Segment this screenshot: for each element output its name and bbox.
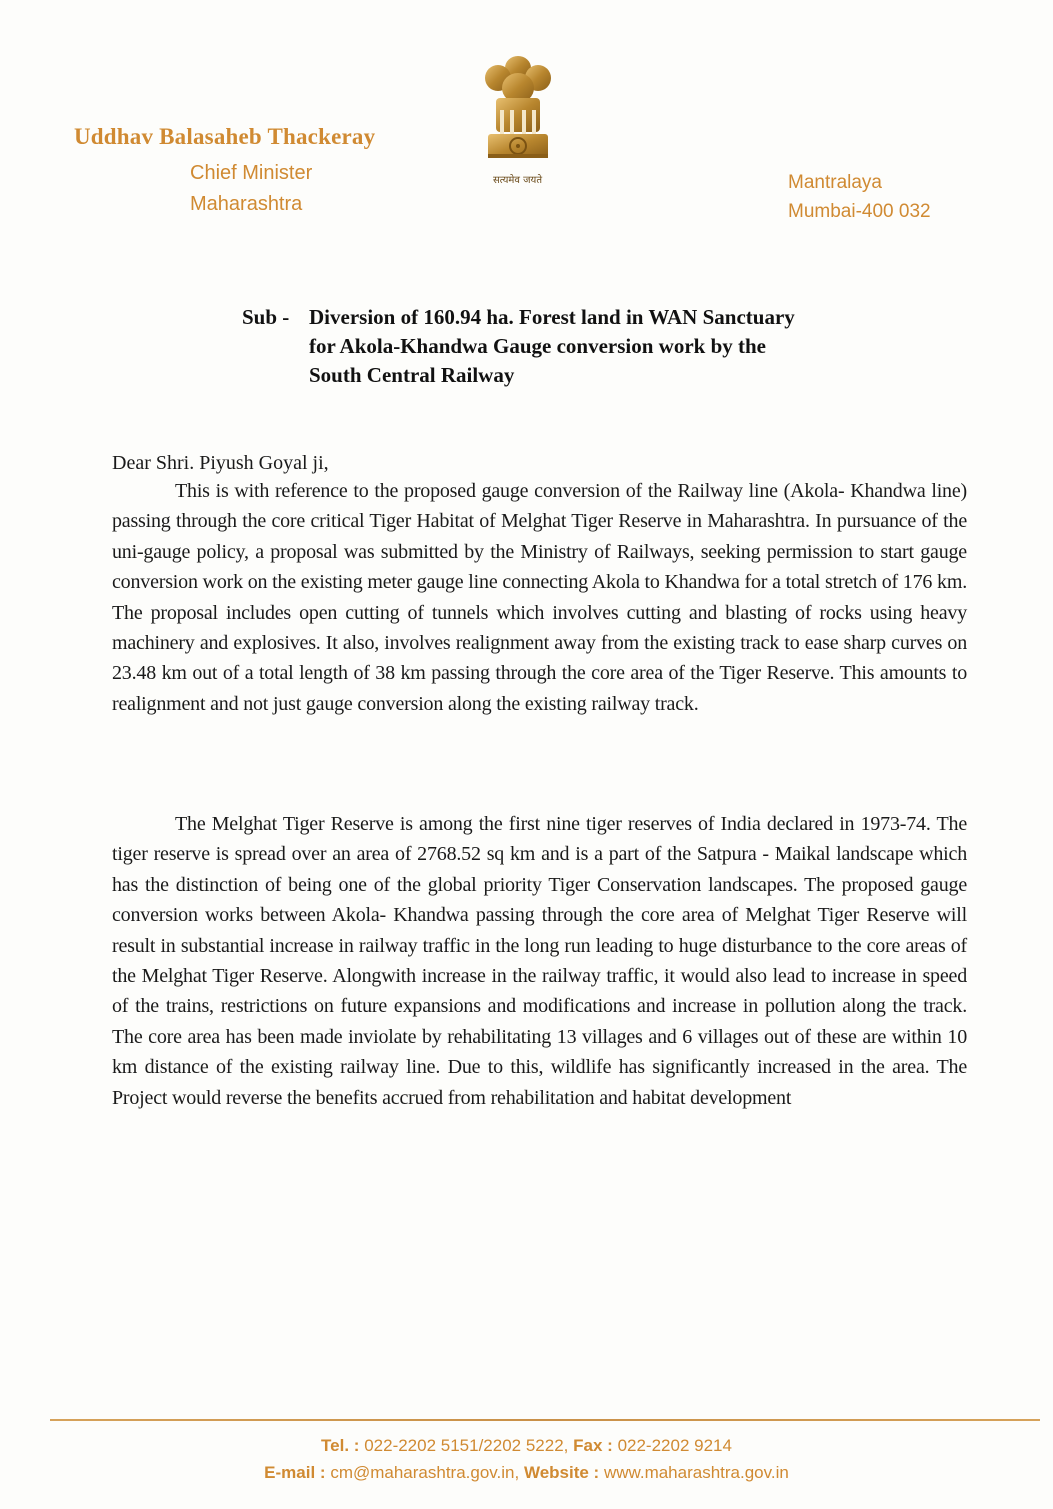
- body-paragraph: This is with reference to the proposed gauge conversion of the Railway line (Akola- Khandwa line) passing through the core critical Tiger Habitat of Melghat Tiger Reserve in Maharashtra. In pursuance of the uni-gauge policy, a proposal was submitted by the Ministry of Railways, seeking permission to start gauge conversion work on the existing meter gauge line connecting Akola to Khandwa for a total stretch of 176 km. The proposal includes open cutting of tunnels which involves cutting and blasting of rocks using heavy machinery and explosives. It also, involves realignment away from the existing track to ease sharp curves on 23.48 km out of a total length of 38 km passing through the core area of the Tiger Reserve. This amounts to realignment and not just gauge conversion along the existing railway track.: [112, 480, 967, 715]
- address-line-2: Mumbai-400 032: [788, 201, 931, 222]
- fax-value: 022-2202 9214: [617, 1436, 732, 1455]
- footer-contact-line: [0, 1436, 1053, 1456]
- national-emblem: [470, 50, 565, 195]
- sender-state: Maharashtra: [190, 193, 303, 215]
- emblem-motto: सत्यमेव जयते: [492, 175, 543, 186]
- subject-block: [242, 303, 922, 390]
- sender-designation: Chief Minister: [190, 162, 313, 184]
- subject-line: Diversion of 160.94 ha. Forest land in WAN Sanctuary: [309, 305, 795, 329]
- footer-web-line: [0, 1463, 1053, 1483]
- email-link[interactable]: cm@maharashtra.gov.in,: [330, 1463, 520, 1482]
- subject-line: for Akola-Khandwa Gauge conversion work by the: [309, 334, 766, 358]
- email-label: E-mail :: [264, 1463, 326, 1482]
- tel-label: Tel. :: [321, 1436, 360, 1455]
- body-paragraph: The Melghat Tiger Reserve is among the first nine tiger reserves of India declared in 1973-74. The tiger reserve is spread over an area of 2768.52 sq km and is a part of the Satpura - Maikal landscape which has the distinction of being one of the global priority Tiger Conservation landscapes. The proposed gauge conversion works between Akola- Khandwa passing through the core area of Melghat Tiger Reserve will result in substantial increase in railway traffic in the long run leading to huge disturbance to the core areas of the Melghat Tiger Reserve. Alongwith increase in the railway traffic, it would also lead to increase in speed of the trains, restrictions on future expansions and modifications and increase in pollution along the track. The core area has been made inviolate by rehabilitating 13 villages and 6 villages out of these are within 10 km distance of the existing railway line. Due to this, wildlife has significantly increased in the area. The Project would reverse the benefits accrued from rehabilitation and habitat development: [112, 813, 967, 1109]
- fax-label: Fax :: [573, 1436, 613, 1455]
- footer-divider: [50, 1419, 1040, 1421]
- address-line-1: Mantralaya: [788, 172, 882, 193]
- sender-name: Uddhav Balasaheb Thackeray: [74, 124, 376, 149]
- website-link[interactable]: www.maharashtra.gov.in: [603, 1463, 789, 1482]
- subject-prefix: Sub -: [242, 305, 290, 329]
- subject-line: South Central Railway: [309, 363, 515, 387]
- tel-value: 022-2202 5151/2202 5222,: [364, 1436, 569, 1455]
- salutation: Dear Shri. Piyush Goyal ji,: [112, 452, 329, 474]
- national-emblem-icon: [478, 50, 558, 170]
- website-label: Website :: [523, 1463, 600, 1482]
